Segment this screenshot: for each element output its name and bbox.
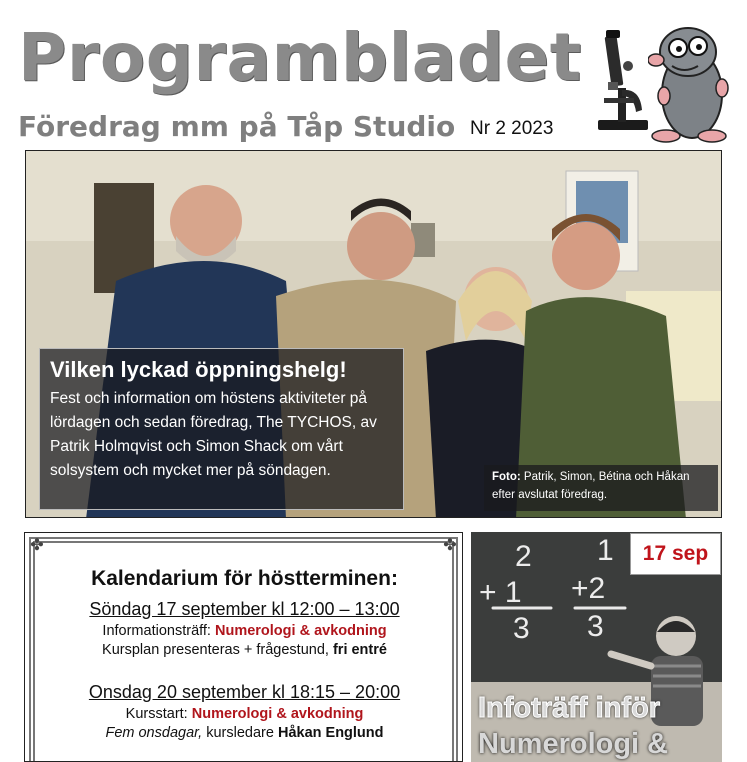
chalk-digit: 2 xyxy=(515,540,532,573)
mole-mascot-icon xyxy=(648,14,732,146)
masthead-title: Programbladet xyxy=(18,19,582,96)
corner-ornament-icon: ✤ xyxy=(30,535,44,554)
calendar-panel xyxy=(24,532,463,762)
feature-headline: Vilken lyckad öppningshelg! xyxy=(50,357,347,382)
event-2 xyxy=(25,682,463,741)
event-line-1 xyxy=(25,706,463,722)
issue-number: Nr 2 2023 xyxy=(470,118,554,139)
corner-ornament-icon: ✤ xyxy=(443,535,457,554)
event-line-2 xyxy=(25,725,463,741)
feature-body: Fest och information om höstens aktiviteter på lördagen och sedan föredrag, The TYCHOS, av Patrik Holmqvist och Simon Shack om vårt solsystem och mycket mer på söndagen. xyxy=(50,390,377,479)
course-name: Numerologi & avkodning xyxy=(191,706,364,722)
chalk-digit: +2 xyxy=(571,572,606,605)
course-leader: Håkan Englund xyxy=(277,725,384,741)
chalk-digit: + 1 xyxy=(479,576,522,609)
event-1 xyxy=(25,599,463,658)
caption-label: Foto: xyxy=(492,471,521,483)
chalk-digit: 3 xyxy=(587,610,604,643)
event-label: Kursstart: xyxy=(125,706,192,722)
event-line-1 xyxy=(25,623,463,639)
caption-text: Patrik, Simon, Bétina och Håkan efter avslutat föredrag. xyxy=(492,471,690,501)
event-date: Söndag 17 september kl 12:00 – 13:00 xyxy=(89,599,400,619)
promo-headline-line2: Numerologi & xyxy=(478,728,669,760)
course-name: Numerologi & avkodning xyxy=(214,623,387,639)
date-badge: 17 sep xyxy=(630,533,721,575)
chalk-digit: 1 xyxy=(597,534,614,567)
photo-caption xyxy=(484,465,718,511)
promo-headline: Infoträff inför xyxy=(478,692,661,724)
event-label: Informationsträff: xyxy=(102,623,215,639)
event-detail: Kursplan presenteras + frågestund, xyxy=(102,642,333,658)
event-schedule: Fem onsdagar, xyxy=(105,725,203,741)
event-line-2 xyxy=(25,642,463,658)
microscope-icon xyxy=(592,26,652,132)
chalk-digit: 3 xyxy=(513,612,530,645)
calendar-title: Kalendarium för höstterminen: xyxy=(91,567,398,590)
masthead-subtitle: Föredrag mm på Tåp Studio xyxy=(18,110,456,143)
feature-photo xyxy=(25,150,722,518)
feature-text-box xyxy=(39,348,404,510)
event-detail: kursledare xyxy=(202,725,278,741)
event-price: fri entré xyxy=(332,642,387,658)
event-date: Onsdag 20 september kl 18:15 – 20:00 xyxy=(88,682,401,702)
